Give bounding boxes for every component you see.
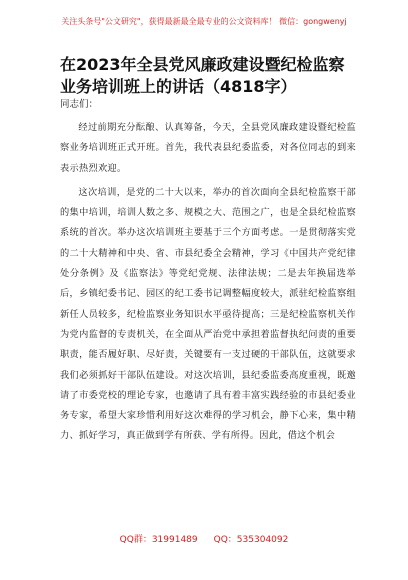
promo-banner-text: 关注头条号"公文研究"，获得最新最全最专业的公文资料库！ 微信：gongwenyj (61, 16, 347, 26)
paragraph: 这次培训，是党的二十大以来，举办的首次面向全县纪检监察干部的集中培训，培训人数之多、规模之大、范围之广，也是全县纪检监察系统的首次。举办这次培训班主要基于三个方面考虑。一是贯彻落实党的二十大精神和中央、省、市县纪委全会精神，学习《中国共产党纪律处分条例》及《监察法》等党纪党规、法律法规；二是去年换届选举后，乡镇纪委书记、园区的纪工委书记调整幅度较大，派驻纪检监察组新任人员较多，纪检监察业务知识水平亟待提高；三是纪检监察机关作为党内监督的专责机关，在全面从严治党中承担着监督执纪问责的重要职责，能否履好职、尽好责，关键要有一支过硬的干部队伍，这就要求我们必须抓好干部队伍建设。对这次培训，县纪委监委高度重视，既邀请了市委党校的理论专家，也邀请了具有着丰富实践经验的市县纪委业务专家，希望大家珍惜利用好这次难得的学习机会，静下心来，集中精力、抓好学习，真正做到学有所获、学有所得。因此，借这个机会 (60, 186, 356, 442)
greeting: 同志们： (60, 99, 99, 110)
document-body (60, 118, 356, 451)
contact-footer (0, 532, 408, 548)
qq-number: QQ：535304092 (213, 535, 289, 545)
document-title: 在2023年全县党风廉政建设暨纪检监察业务培训班上的讲话（4818字） (60, 55, 345, 96)
qq-group-number: QQ群：31991489 (119, 535, 198, 545)
paragraph: 经过前期充分酝酿、认真筹备，今天，全县党风廉政建设暨纪检监察业务培训班正式开班。首先，我代表县纪委监委，对各位同志的到来表示热烈欢迎。 (60, 122, 356, 174)
promo-banner (54, 10, 354, 32)
